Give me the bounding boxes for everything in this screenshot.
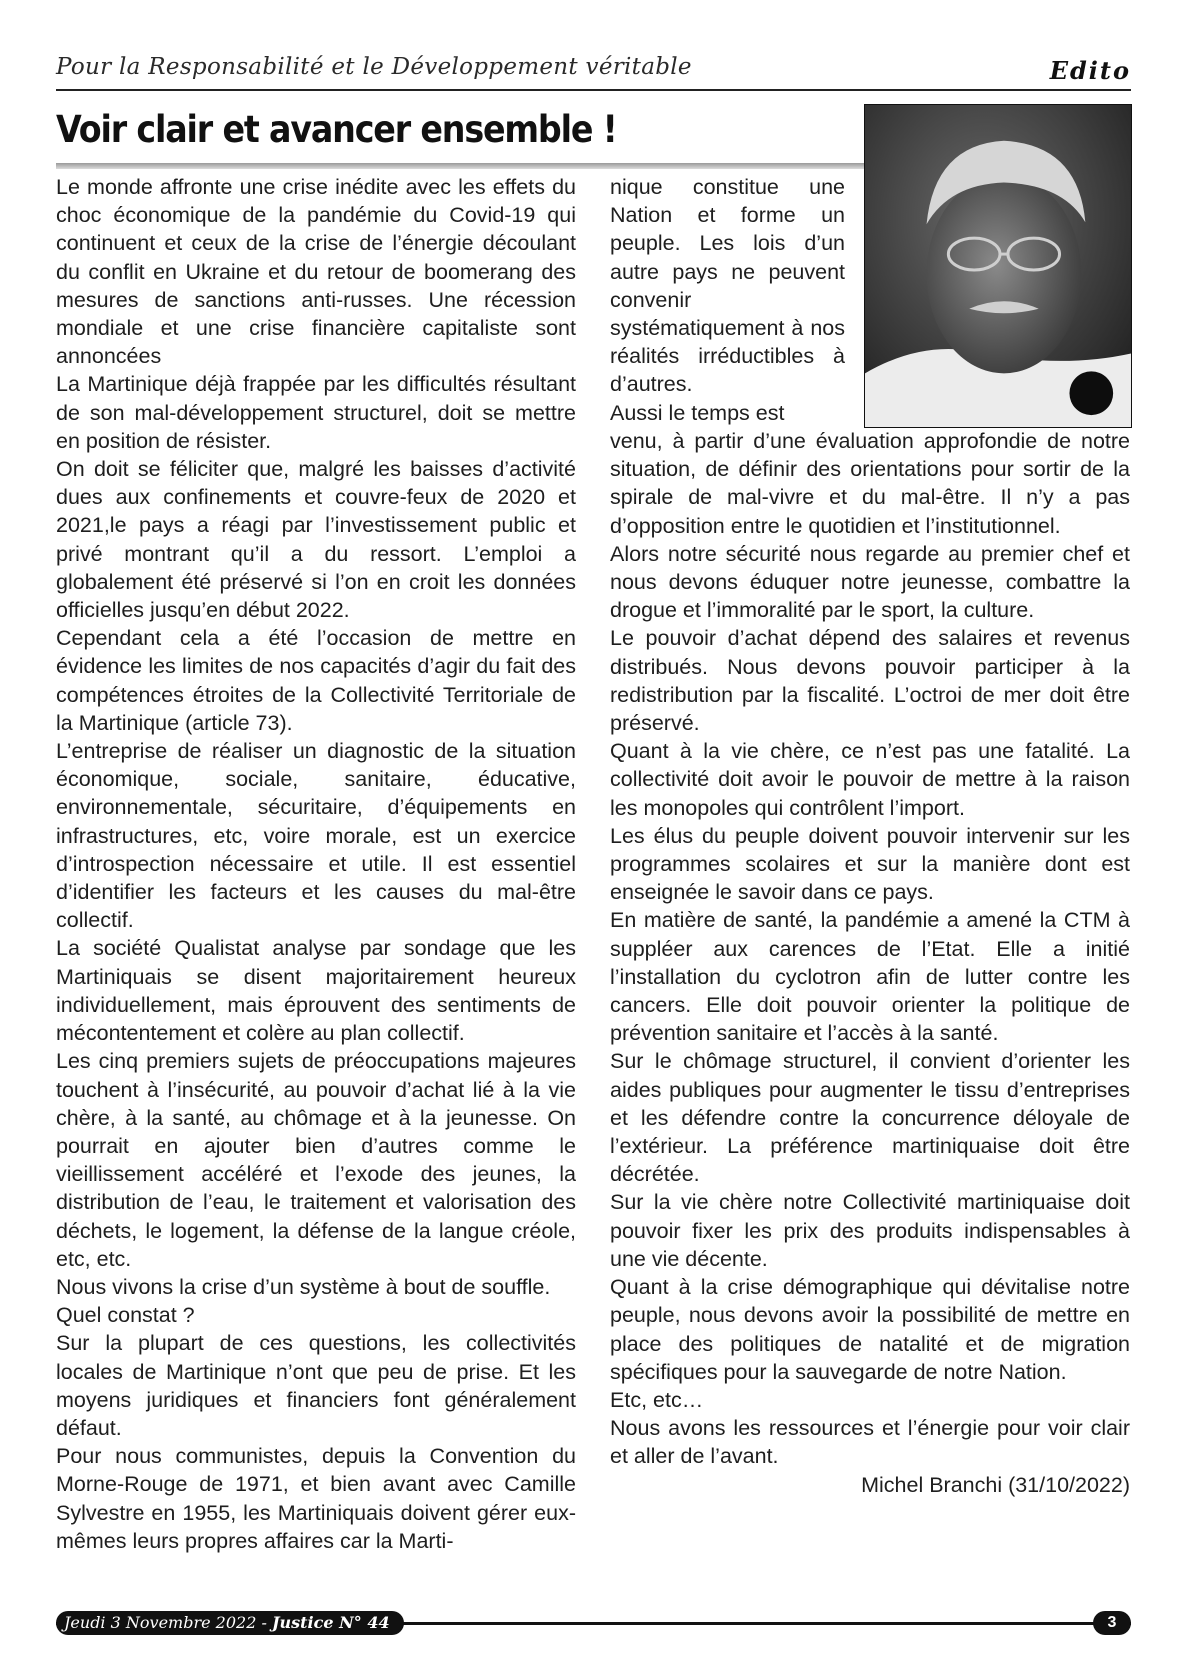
paragraph: La société Qualistat analyse par sondage que les Martiniquais se disent majoritairement heureux individuellement, mais éprouvent des sentiments de mécontentement et colère au plan collectif.: [56, 936, 576, 1046]
paragraph: Les cinq premiers sujets de préoccupations majeures touchent à l’insécurité, au pouvoir d’achat lié à la vie chère, à la santé, au chômage et à la jeunesse. On pourrait en ajouter bien d’autres comme le vieillissement accéléré et l’exode des jeunes, la distribution de l’eau, le traitement et valorisation des déchets, le logement, la défense de la langue créole, etc, etc.: [56, 1049, 576, 1271]
article-title: Voir clair et avancer ensemble !: [56, 108, 617, 151]
header-divider: [56, 89, 1131, 91]
paragraph: Quel constat ?: [56, 1303, 195, 1328]
paragraph: Les élus du peuple doivent pouvoir intervenir sur les programmes scolaires et sur la manière dont est enseignée le savoir dans ce pays.: [610, 823, 1130, 905]
paragraph: En matière de santé, la pandémie a amené la CTM à suppléer aux carences de l’Etat. Elle a initié l’installation du cyclotron afin de lutter contre les cancers. Elle doit pouvoir orienter la politique de prévention sanitaire et l’accès à la santé.: [610, 908, 1130, 1046]
paragraph: Sur le chômage structurel, il convient d’orienter les aides publiques pour augmenter le tissu d’entreprises et les défendre contre la concurrence déloyale de l’extérieur. La préférence martiniquaise doit être décrétée.: [610, 1049, 1130, 1187]
paragraph: Sur la vie chère notre Collectivité martiniquaise doit pouvoir fixer les prix des produits indispensables à une vie décente.: [610, 1190, 1130, 1271]
page-number: 3: [1093, 1611, 1131, 1635]
paragraph: Le pouvoir d’achat dépend des salaires et revenus distribués. Nous devons pouvoir participer à la redistribution par la fiscalité. L’octroi de mer doit être préservé.: [610, 626, 1130, 736]
paragraph: Sur la plupart de ces questions, les collectivités locales de Martinique n’ont que peu de prise. Et les moyens juridiques et financiers font généralement défaut.: [56, 1331, 576, 1440]
paragraph: La Martinique déjà frappée par les difficultés résultant de son mal-développement structurel, doit se mettre en position de résister.: [56, 372, 576, 453]
paragraph: Le monde affronte une crise inédite avec les effets du choc économique de la pandémie du Covid-19 qui continuent et ceux de la crise de l’énergie découlant du conflit en Ukraine et du retour de boomerang des mesures de sanctions anti-russes. Une récession mondiale et une crise financière capitaliste sont annoncées: [56, 175, 576, 369]
article-column-right-top: [610, 173, 845, 427]
title-underline: [56, 163, 864, 169]
paragraph: Cependant cela a été l’occasion de mettre en évidence les limites de nos capacités d’agir du fait des compétences étroites de la Collectivité Territoriale de la Martinique (article 73).: [56, 626, 576, 735]
footer-issue-label: [56, 1611, 404, 1635]
author-signature: Michel Branchi (31/10/2022): [861, 1472, 1130, 1497]
article-column-left: [56, 173, 576, 1555]
paragraph: venu, à partir d’une évaluation approfondie de notre situation, de définir des orientations pour sortir de la spirale de mal-vivre et du mal-être. Il n’y a pas d’opposition entre le quotidien et l’institutionnel.: [610, 429, 1130, 538]
footer-publication: Justice N° 44: [271, 1613, 390, 1632]
section-label: Edito: [1049, 56, 1131, 85]
paragraph: On doit se féliciter que, malgré les baisses d’activité dues aux confinements et couvre-feux de 2020 et 2021,le pays a réagi par l’investissement public et privé montrant qu’il a du ressort. L’emploi a globalement été préservé si l’on en croit les données officielles jusqu’en début 2022.: [56, 457, 576, 623]
article-column-right: [610, 427, 1130, 1499]
paragraph: Etc, etc…: [610, 1387, 704, 1412]
footer-date: Jeudi 3 Novembre 2022 -: [64, 1613, 272, 1632]
paragraph: L’entreprise de réaliser un diagnostic de la situation économique, sociale, sanitaire, éducative, environnementale, sécuritaire, d’équipements en infrastructures, etc, voire morale, est un exercice d’introspection nécessaire et utile. Il est essentiel d’identifier les facteurs et les causes du mal-être collectif.: [56, 739, 576, 933]
author-photo: [864, 104, 1132, 428]
paragraph: Quant à la vie chère, ce n’est pas une fatalité. La collectivité doit avoir le pouvoir de mettre à la raison les monopoles qui contrôlent l’import.: [610, 739, 1130, 820]
paragraph: Quant à la crise démographique qui dévitalise notre peuple, nous devons avoir la possibilité de mettre en place des politiques de natalité et de migration spécifiques pour la sauvegarde de notre Nation.: [610, 1275, 1130, 1384]
paragraph: nique constitue une Nation et forme un peuple. Les lois d’un autre pays ne peuvent convenir systématiquement à nos réalités irréductibles à d’autres.: [610, 175, 845, 397]
header-tagline: Pour la Responsabilité et le Développement véritable: [56, 54, 692, 80]
paragraph: Alors notre sécurité nous regarde au premier chef et nous devons éduquer notre jeunesse, combattre la drogue et l’immoralité par le sport, la culture.: [610, 541, 1130, 623]
paragraph: Pour nous communistes, depuis la Convention du Morne-Rouge de 1971, et bien avant avec Camille Sylvestre en 1955, les Martiniquais doivent gérer eux-mêmes leurs propres affaires car la Marti-: [56, 1444, 576, 1553]
paragraph: Nous vivons la crise d’un système à bout de souffle.: [56, 1274, 551, 1299]
paragraph: Aussi le temps est: [610, 400, 785, 425]
paragraph: Nous avons les ressources et l’énergie pour voir clair et aller de l’avant.: [610, 1416, 1130, 1469]
